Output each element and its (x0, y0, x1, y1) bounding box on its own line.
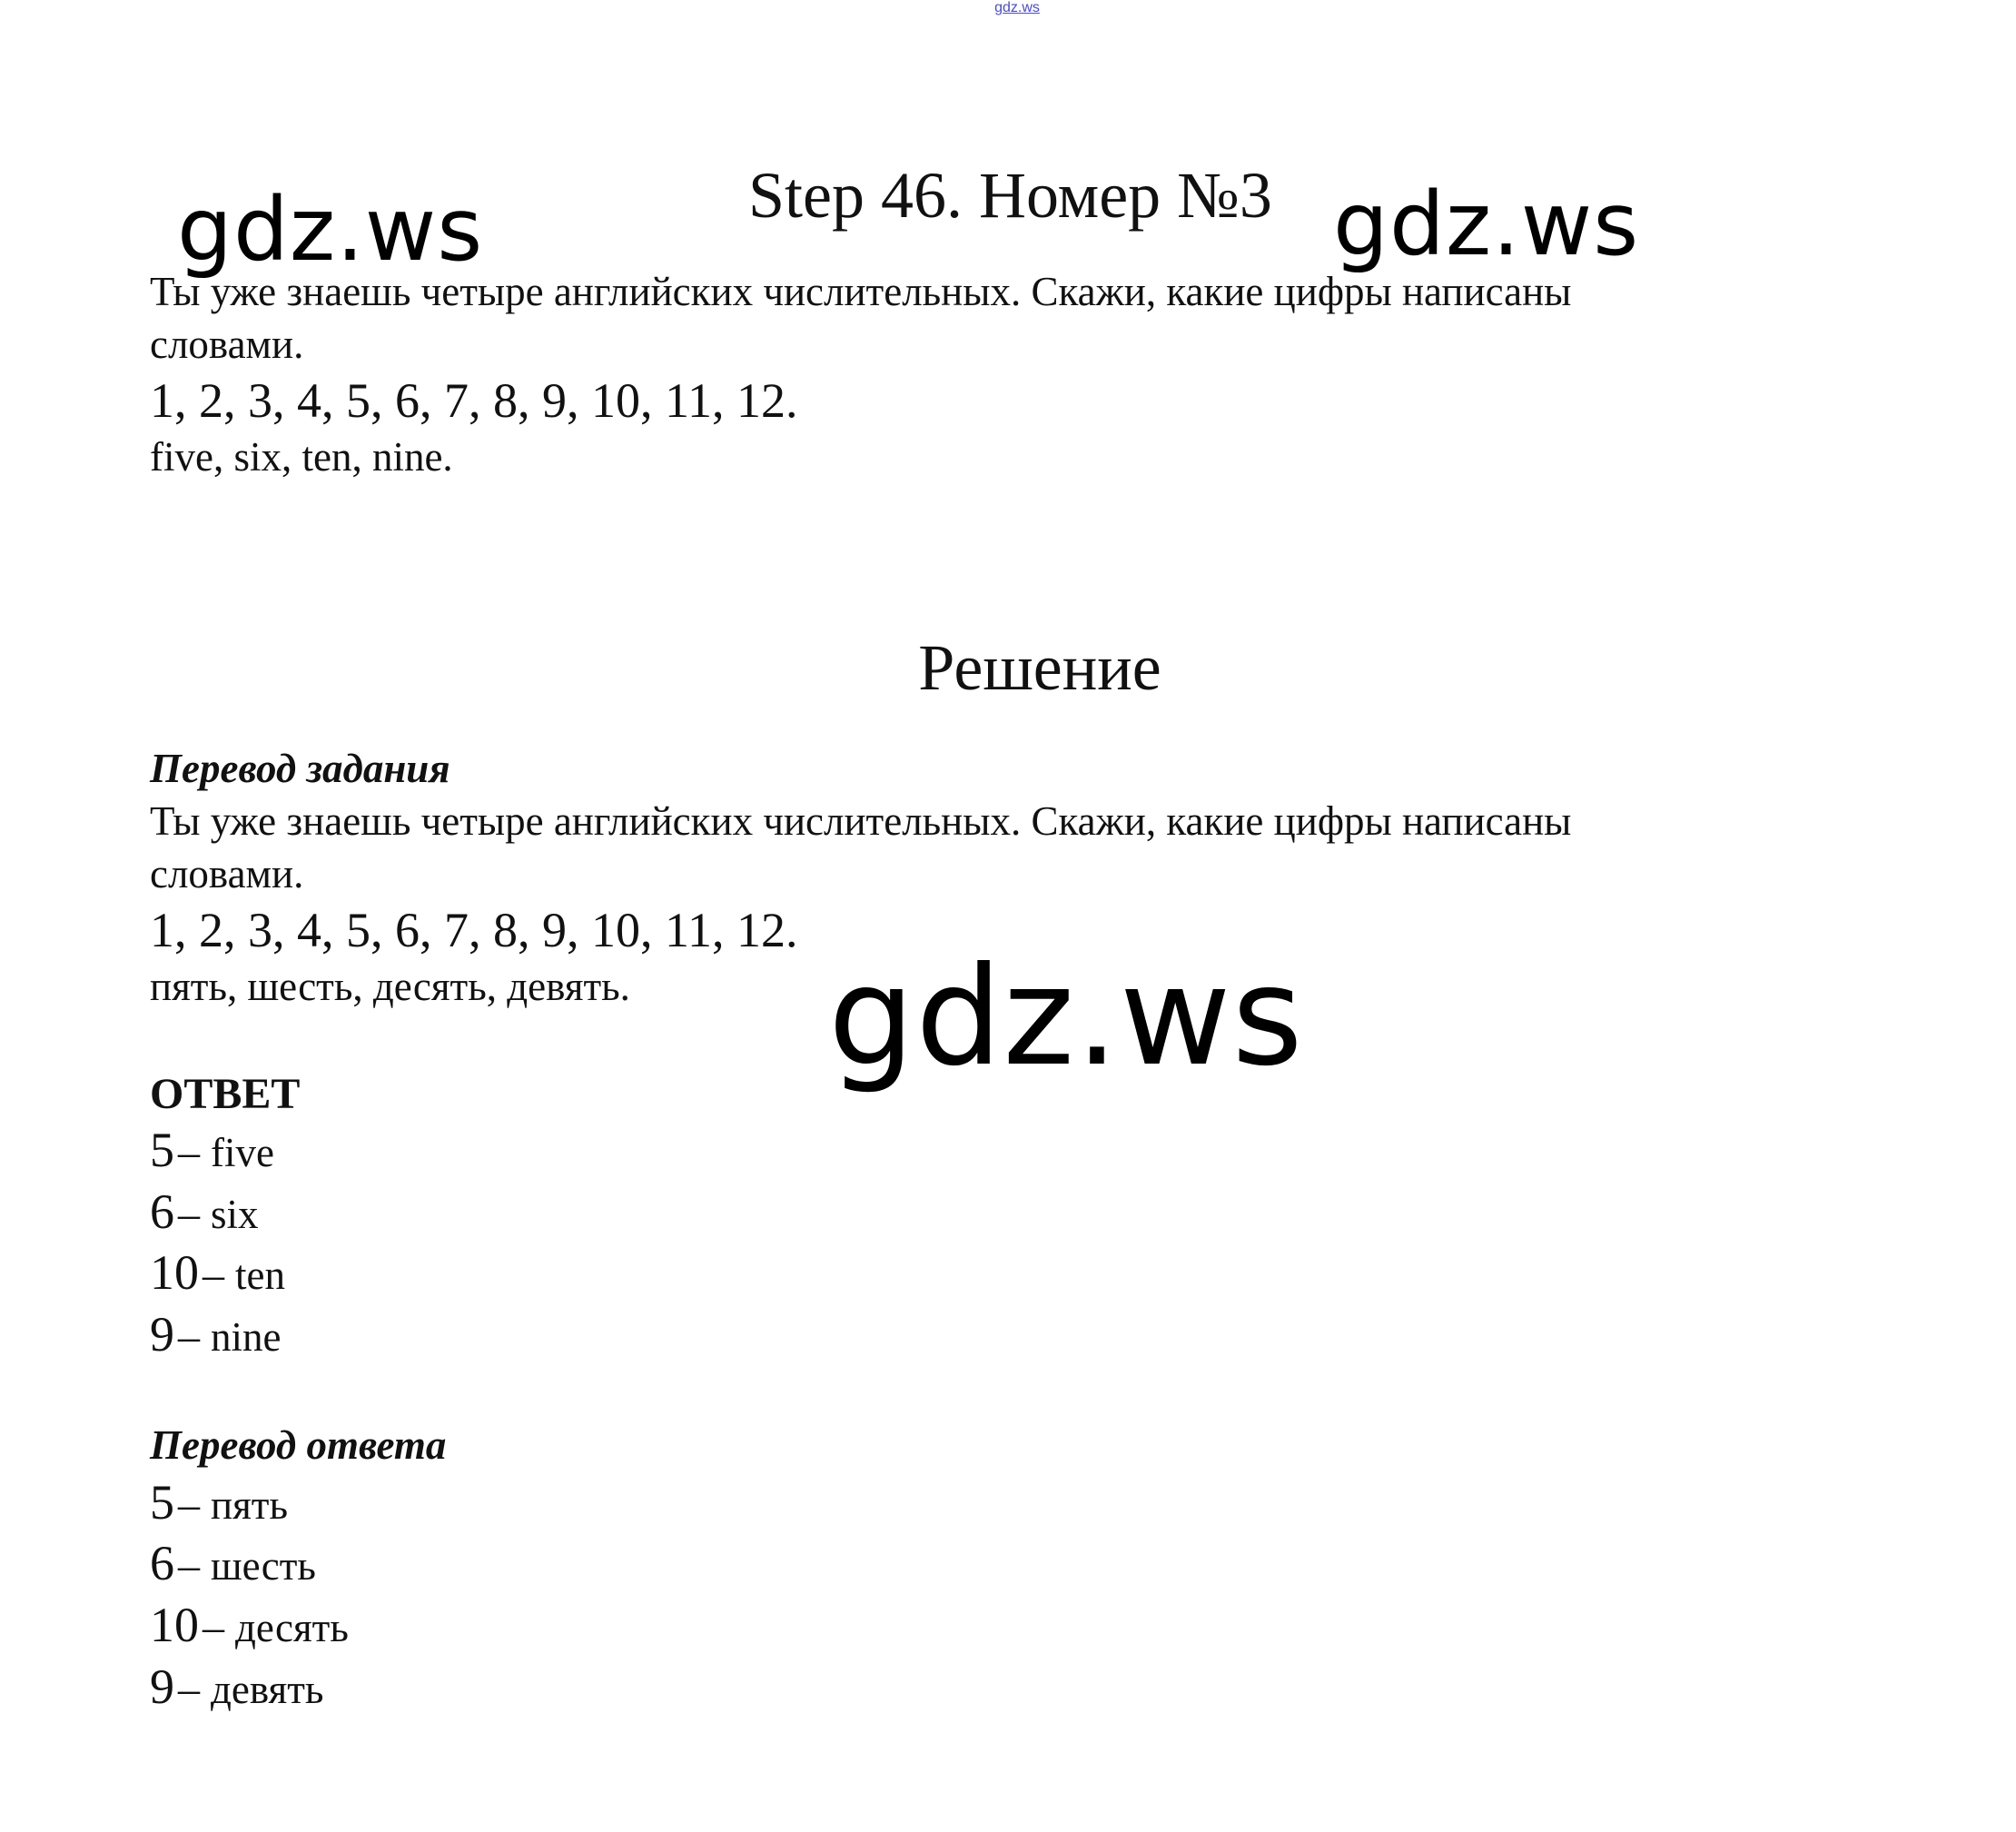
answer-word: девять (211, 1667, 324, 1712)
answer-translation-line (150, 1598, 349, 1665)
watermark: gdz.ws (828, 938, 1304, 1096)
answer-word: шесть (211, 1543, 316, 1589)
watermark: gdz.ws (177, 179, 484, 281)
site-link[interactable]: gdz.ws (994, 0, 1040, 15)
answer-word: five (211, 1130, 274, 1175)
answer-word: nine (211, 1314, 282, 1360)
dash: – (178, 1190, 211, 1238)
answer-translation-line (150, 1475, 288, 1542)
watermark: gdz.ws (1333, 173, 1640, 275)
dash: – (203, 1603, 235, 1651)
answer-number: 5 (150, 1123, 174, 1177)
task-text-line-1: Ты уже знаешь четыре английских числительных. Скажи, какие цифры написаны (150, 269, 1572, 314)
answer-number: 6 (150, 1184, 174, 1239)
page-title: Step 46. Номер №3 (748, 159, 1272, 232)
answer-word: ten (235, 1253, 285, 1298)
answer-translation-line (150, 1536, 316, 1603)
answer-translation-heading: Перевод ответа (150, 1422, 447, 1468)
solution-heading: Решение (918, 631, 1161, 704)
dash: – (178, 1665, 211, 1713)
answer-line (150, 1307, 281, 1374)
translation-numbers: 1, 2, 3, 4, 5, 6, 7, 8, 9, 10, 11, 12. (150, 903, 798, 957)
task-words: five, six, ten, nine. (150, 434, 453, 480)
answer-line (150, 1184, 259, 1252)
answer-number: 5 (150, 1475, 174, 1530)
answer-heading: ОТВЕТ (150, 1070, 301, 1118)
answer-number: 10 (150, 1598, 199, 1652)
answer-number: 6 (150, 1536, 174, 1590)
answer-number: 9 (150, 1659, 174, 1714)
translation-heading: Перевод задания (150, 746, 450, 791)
answer-line (150, 1245, 285, 1312)
task-text-line-2: словами. (150, 322, 304, 367)
translation-text-line-1: Ты уже знаешь четыре английских числительных. Скажи, какие цифры написаны (150, 798, 1572, 844)
answer-number: 10 (150, 1245, 199, 1300)
dash: – (178, 1541, 211, 1589)
task-numbers: 1, 2, 3, 4, 5, 6, 7, 8, 9, 10, 11, 12. (150, 373, 798, 428)
answer-word: six (211, 1192, 259, 1237)
dash: – (203, 1251, 235, 1299)
translation-words: пять, шесть, десять, девять. (150, 964, 630, 1009)
translation-text-line-2: словами. (150, 851, 304, 896)
dash: – (178, 1312, 211, 1361)
answer-number: 9 (150, 1307, 174, 1362)
answer-word: десять (235, 1605, 349, 1650)
dash: – (178, 1480, 211, 1529)
answer-word: пять (211, 1482, 288, 1528)
dash: – (178, 1128, 211, 1176)
answer-line (150, 1123, 274, 1190)
answer-translation-line (150, 1659, 323, 1727)
